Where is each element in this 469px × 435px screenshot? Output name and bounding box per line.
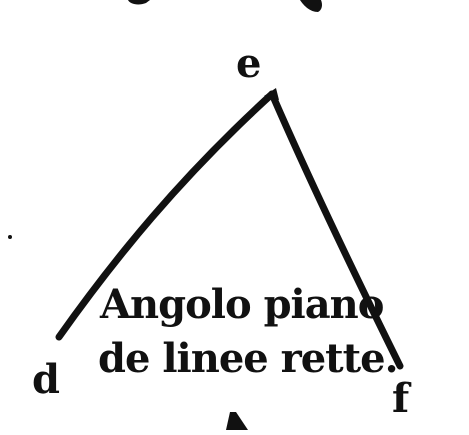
vertex-label-e: e: [236, 40, 262, 87]
cropped-glyph-bottom: [226, 412, 248, 430]
cropped-glyph-right: [300, 0, 322, 12]
vertex-label-d: d: [32, 356, 60, 403]
ink-dot: [8, 235, 12, 239]
caption-line-2: de linee rette.: [98, 335, 398, 382]
cropped-glyph-left: [128, 0, 150, 4]
vertex-label-f: f: [392, 375, 410, 422]
caption-line-1: Angolo piano: [100, 281, 384, 328]
